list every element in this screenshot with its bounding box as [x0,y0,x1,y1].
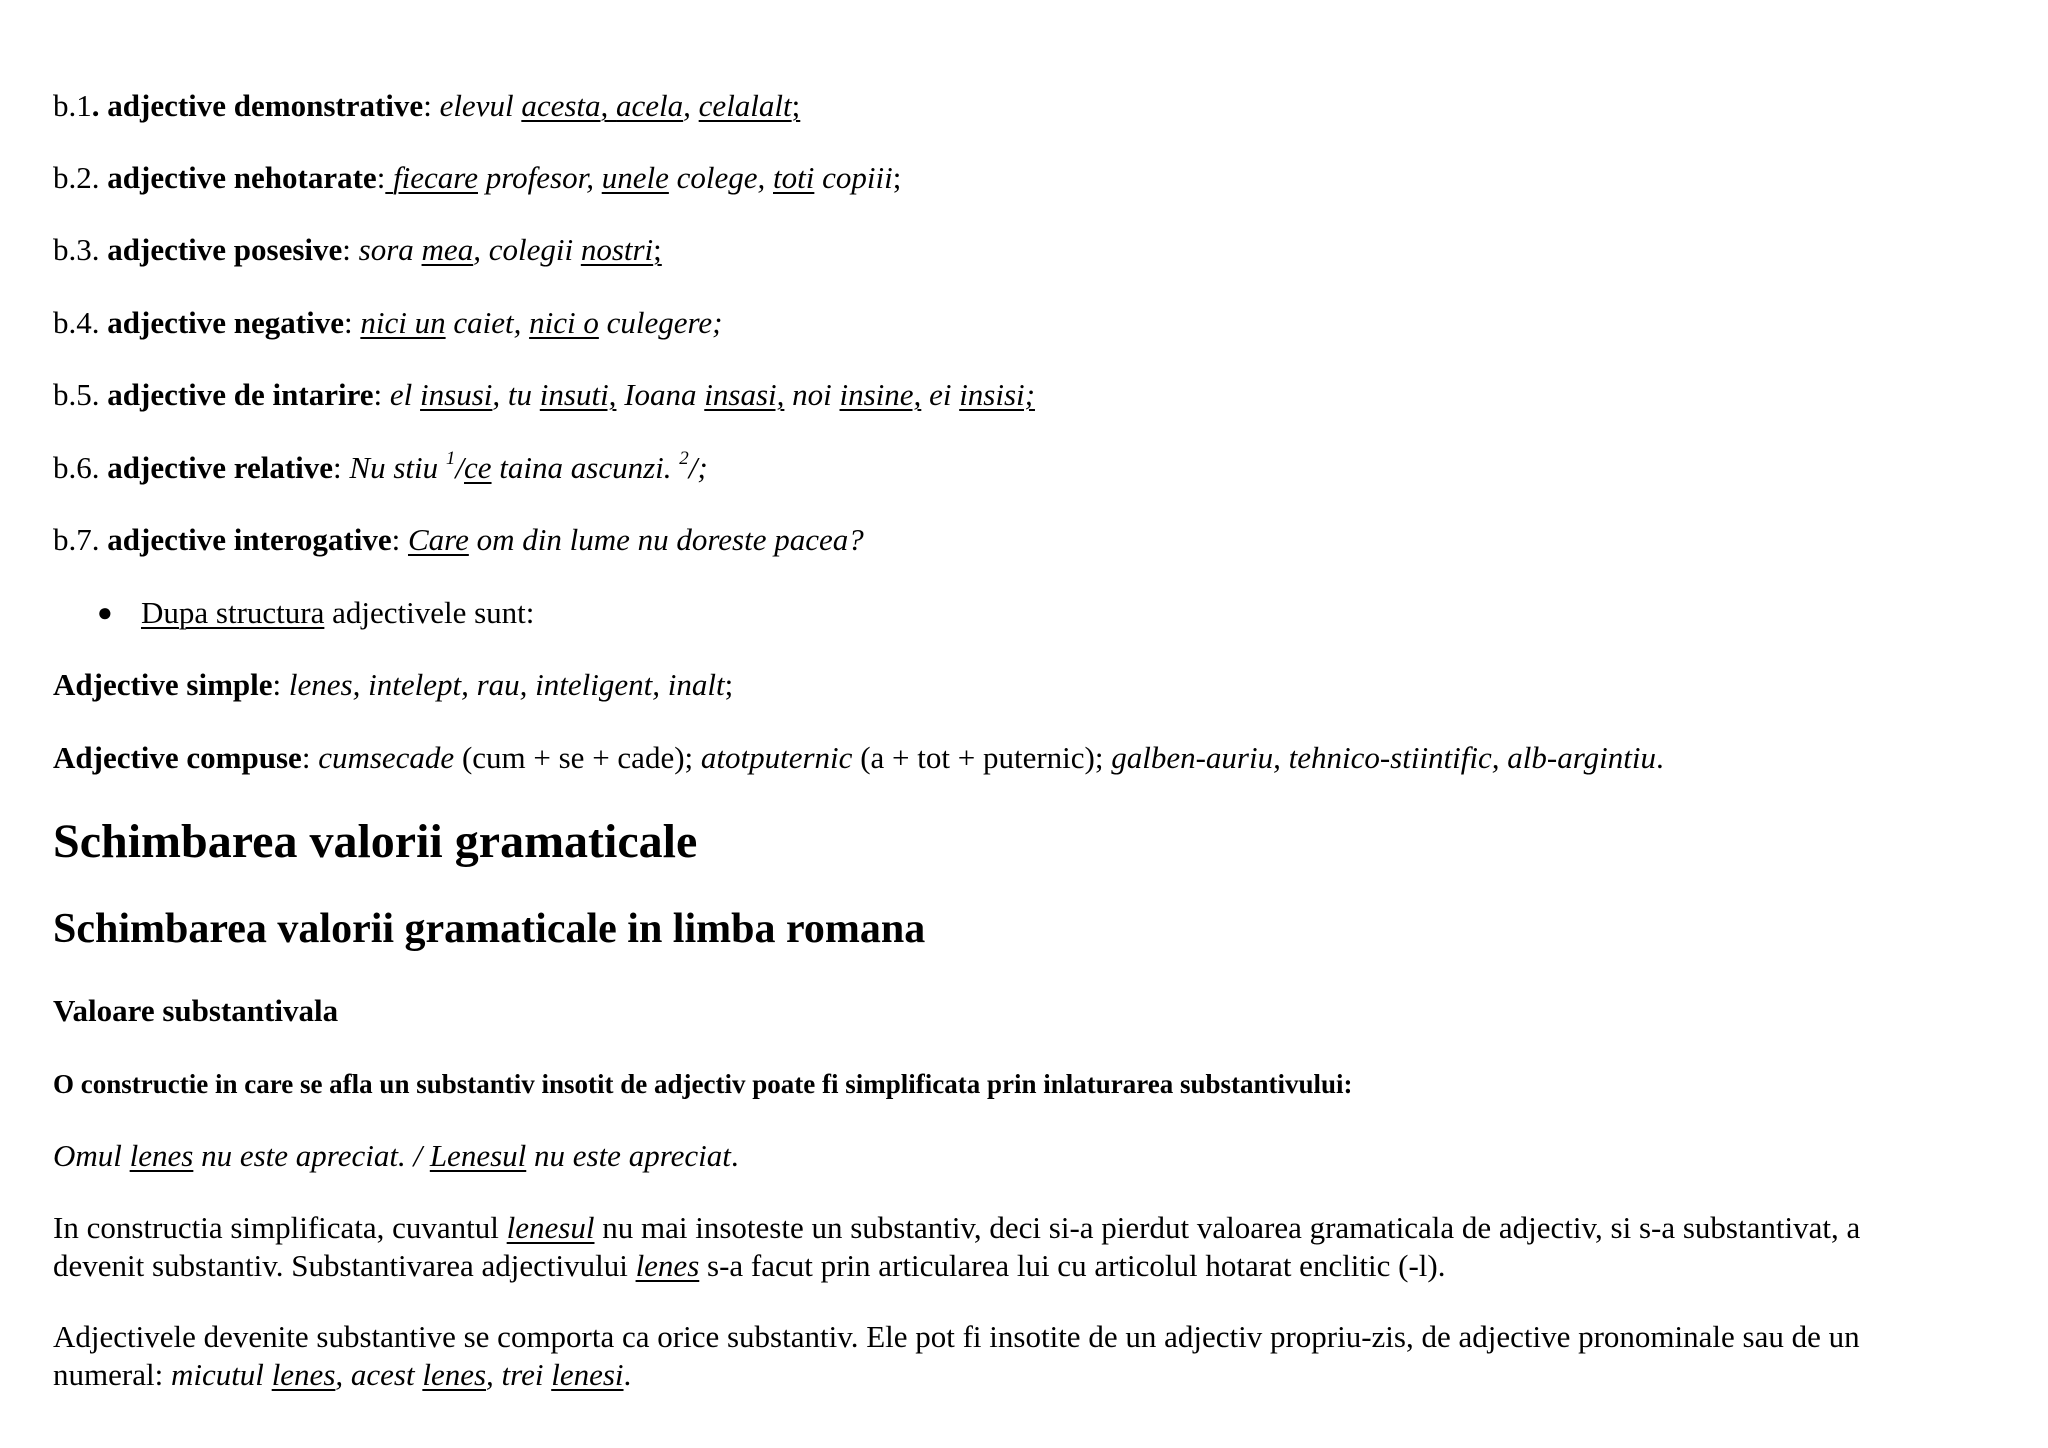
item-separator: . [91,88,108,123]
item-label: adjective demonstrative [107,88,424,123]
example-text: el insusi, tu insuti, Ioana insasi, noi insine, ei insisi; [389,377,1035,412]
item-label: adjective posesive [107,232,343,267]
paragraph-adjective-devenite: Adjectivele devenite substantive se comporta ca orice substantiv. Ele pot fi insotite de un adjectiv propriu-zis, de adjective pronominale sau de un numeral: micutul lenes, acest lenes, trei lenesi. [53,1319,1860,1392]
example-sentence: Omul lenes nu este apreciat. / Lenesul nu este apreciat. [53,1138,739,1173]
structure-link[interactable]: Dupa structura [141,595,325,630]
item-label: adjective negative [107,305,344,340]
adjective-simple-line: Adjective simple: lenes, intelept, rau, inteligent, inalt; [53,667,734,702]
footnote-marker: 1 [445,448,456,469]
bullet-icon: ● [97,598,113,627]
adjective-type-demonstrative: b.1. adjective demonstrative: elevul acesta, acela, celalalt; [53,88,801,123]
example-text: lenes, intelept, rau, inteligent, inalt [288,667,725,702]
heading-limba-romana: Schimbarea valorii gramaticale in limba romana [53,906,926,952]
item-label: Adjective simple [53,667,273,702]
adjective-type-intarire: b.5. adjective de intarire: el insusi, tu insuti, Ioana insasi, noi insine, ei insisi; [53,377,1035,412]
footnote-marker: 2 [679,448,689,469]
adjective-compound-line: Adjective compuse: cumsecade (cum + se + cade); atotputernic (a + tot + puternic); galben-auriu, tehnico-stiintific, alb-argintiu. [53,740,1664,775]
example-text: nici un caiet, nici o culegere; [360,305,723,340]
example-text: fiecare profesor, unele colege, toti copiii [393,160,893,195]
example-text: Nu stiu $^1$/ce taina ascunzi. $^2$/; [349,448,708,485]
adjective-type-negative: b.4. adjective negative: nici un caiet, nici o culegere; [53,305,723,340]
item-label: adjective de intarire [107,377,374,412]
item-prefix: b.2. [53,160,100,195]
adjective-type-relative: b.6. adjective relative: Nu stiu $^1$/ce taina ascunzi. $^2$/; [53,448,708,485]
item-prefix: b.5. [53,377,100,412]
item-label: adjective interogative [107,522,392,557]
example-text: sora mea, colegii nostri [358,232,654,267]
item-prefix: b.1 [53,88,92,123]
example-text: Care om din lume nu doreste pacea? [407,522,864,557]
adjective-type-nehotarate: b.2. adjective nehotarate: fiecare profesor, unele colege, toti copiii; [53,160,902,195]
paragraph-substantivare: In constructia simplificata, cuvantul lenesul nu mai insoteste un substantiv, deci si-a pierdut valoarea gramaticala de adjectiv, si s-a substantivat, a devenit substantiv. Substantivarea adjectivului lenes s-a facut prin articularea lui cu articolul hotarat enclitic (-l). [53,1210,1861,1283]
heading-schimbarea: Schimbarea valorii gramaticale [53,815,698,868]
heading-constructie: O constructie in care se afla un substantiv insotit de adjectiv poate fi simplificata prin inlaturarea substantivului: [53,1069,1353,1099]
item-prefix: b.6. [53,450,100,485]
item-label: adjective nehotarate [107,160,377,195]
heading-valoare-substantivala: Valoare substantivala [53,993,339,1028]
item-prefix: b.3. [53,232,100,267]
example-text: elevul acesta, acela, celalalt; [439,88,801,123]
structure-bullet: Dupa structura adjectivele sunt: [141,595,535,630]
item-label: Adjective compuse [53,740,302,775]
item-prefix: b.7. [53,522,100,557]
item-prefix: b.4. [53,305,100,340]
item-label: adjective relative [107,450,334,485]
adjective-type-posesive: b.3. adjective posesive: sora mea, colegii nostri; [53,232,662,267]
adjective-type-interogative: b.7. adjective interogative: Care om din lume nu doreste pacea? [53,522,864,557]
